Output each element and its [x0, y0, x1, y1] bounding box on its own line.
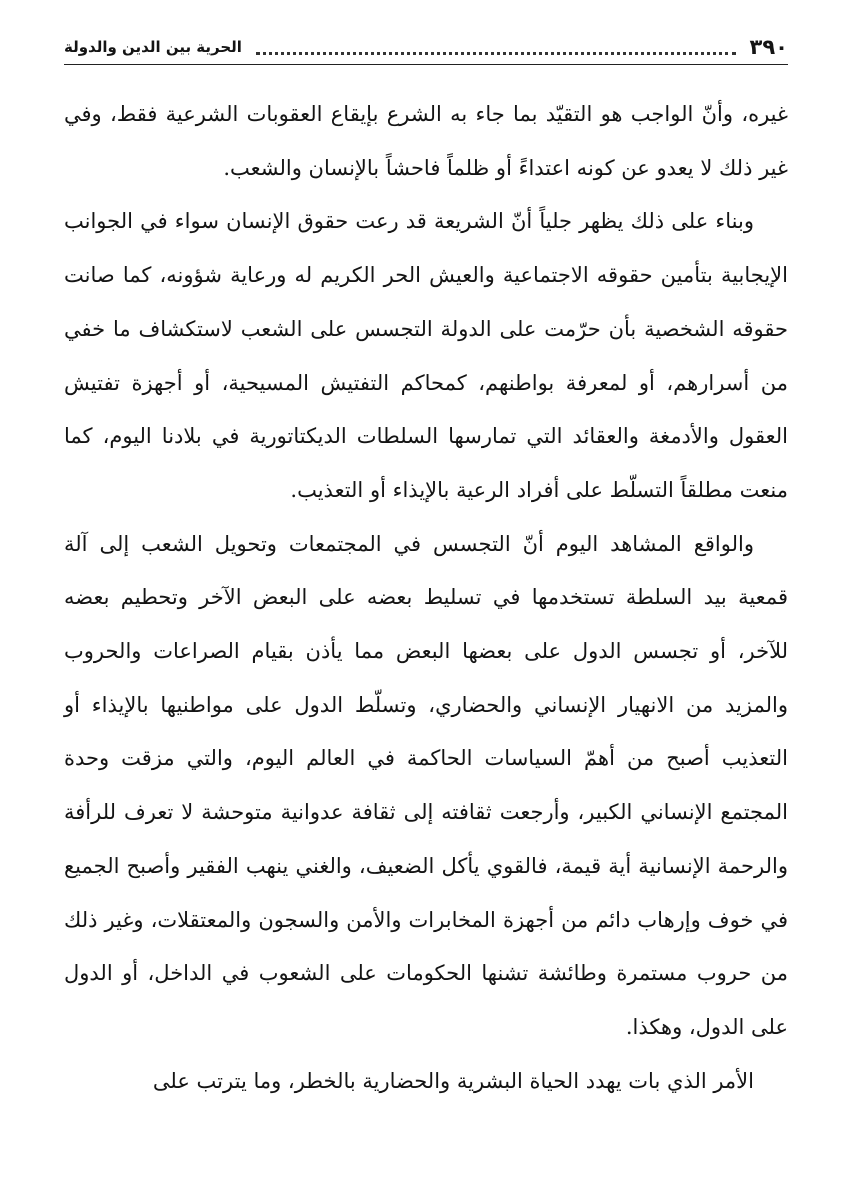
paragraph: الأمر الذي بات يهدد الحياة البشرية والحضارية بالخطر، وما يترتب على	[152, 1068, 754, 1093]
page-number: ٣٩٠	[749, 35, 788, 59]
body-text	[64, 88, 788, 1108]
running-header	[64, 30, 788, 65]
running-title: الحرية بين الدين والدولة	[64, 38, 242, 56]
dotted-leader	[256, 52, 736, 55]
paragraph: والواقع المشاهد اليوم أنّ التجسس في المجتمعات وتحويل الشعب إلى آلة قمعية بيد السلطة تستخدمها في تسليط بعضه على البعض الآخر وتحطيم بعضه للآخر، أو تجسس الدول على بعضها البعض مما يأذن بقيام الصراعات والحروب والمزيد من الانهيار الإنساني والحضاري، وتسلّط الدول على مواطنيها بالإيذاء أو التعذيب أصبح من أهمّ السياسات الحاكمة في العالم اليوم، والتي مزقت وحدة المجتمع الإنساني الكبير، وأرجعت ثقافته إلى ثقافة عدوانية متوحشة لا تعرف للرأفة والرحمة الإنسانية أية قيمة، فالقوي يأكل الضعيف، والغني ينهب الفقير وأصبح الجميع في خوف وإرهاب دائم من أجهزة المخابرات والأمن والسجون والمعتقلات، وغير ذلك من حروب مستمرة وطائشة تشنها الحكومات على الشعوب في الداخل، أو الدول على الدول، وهكذا.	[64, 531, 788, 1039]
paragraph: غيره، وأنّ الواجب هو التقيّد بما جاء به الشرع بإيقاع العقوبات الشرعية فقط، وفي غير ذلك لا يعدو عن كونه اعتداءً أو ظلماً فاحشاً بالإنسان والشعب.	[64, 102, 788, 180]
paragraph: وبناء على ذلك يظهر جلياً أنّ الشريعة قد رعت حقوق الإنسان سواء في الجوانب الإيجابية بتأمين حقوقه الاجتماعية والعيش الحر الكريم له ورعاية شؤونه، كما صانت حقوقه الشخصية بأن حرّمت على الدولة التجسس على الشعب لاستكشاف ما خفي من أسرارهم، أو لمعرفة بواطنهم، كمحاكم التفتيش المسيحية، أو أجهزة تفتيش العقول والأدمغة والعقائد التي تمارسها السلطات الديكتاتورية في بلادنا اليوم، كما منعت مطلقاً التسلّط على أفراد الرعية بالإيذاء أو التعذيب.	[64, 209, 788, 502]
